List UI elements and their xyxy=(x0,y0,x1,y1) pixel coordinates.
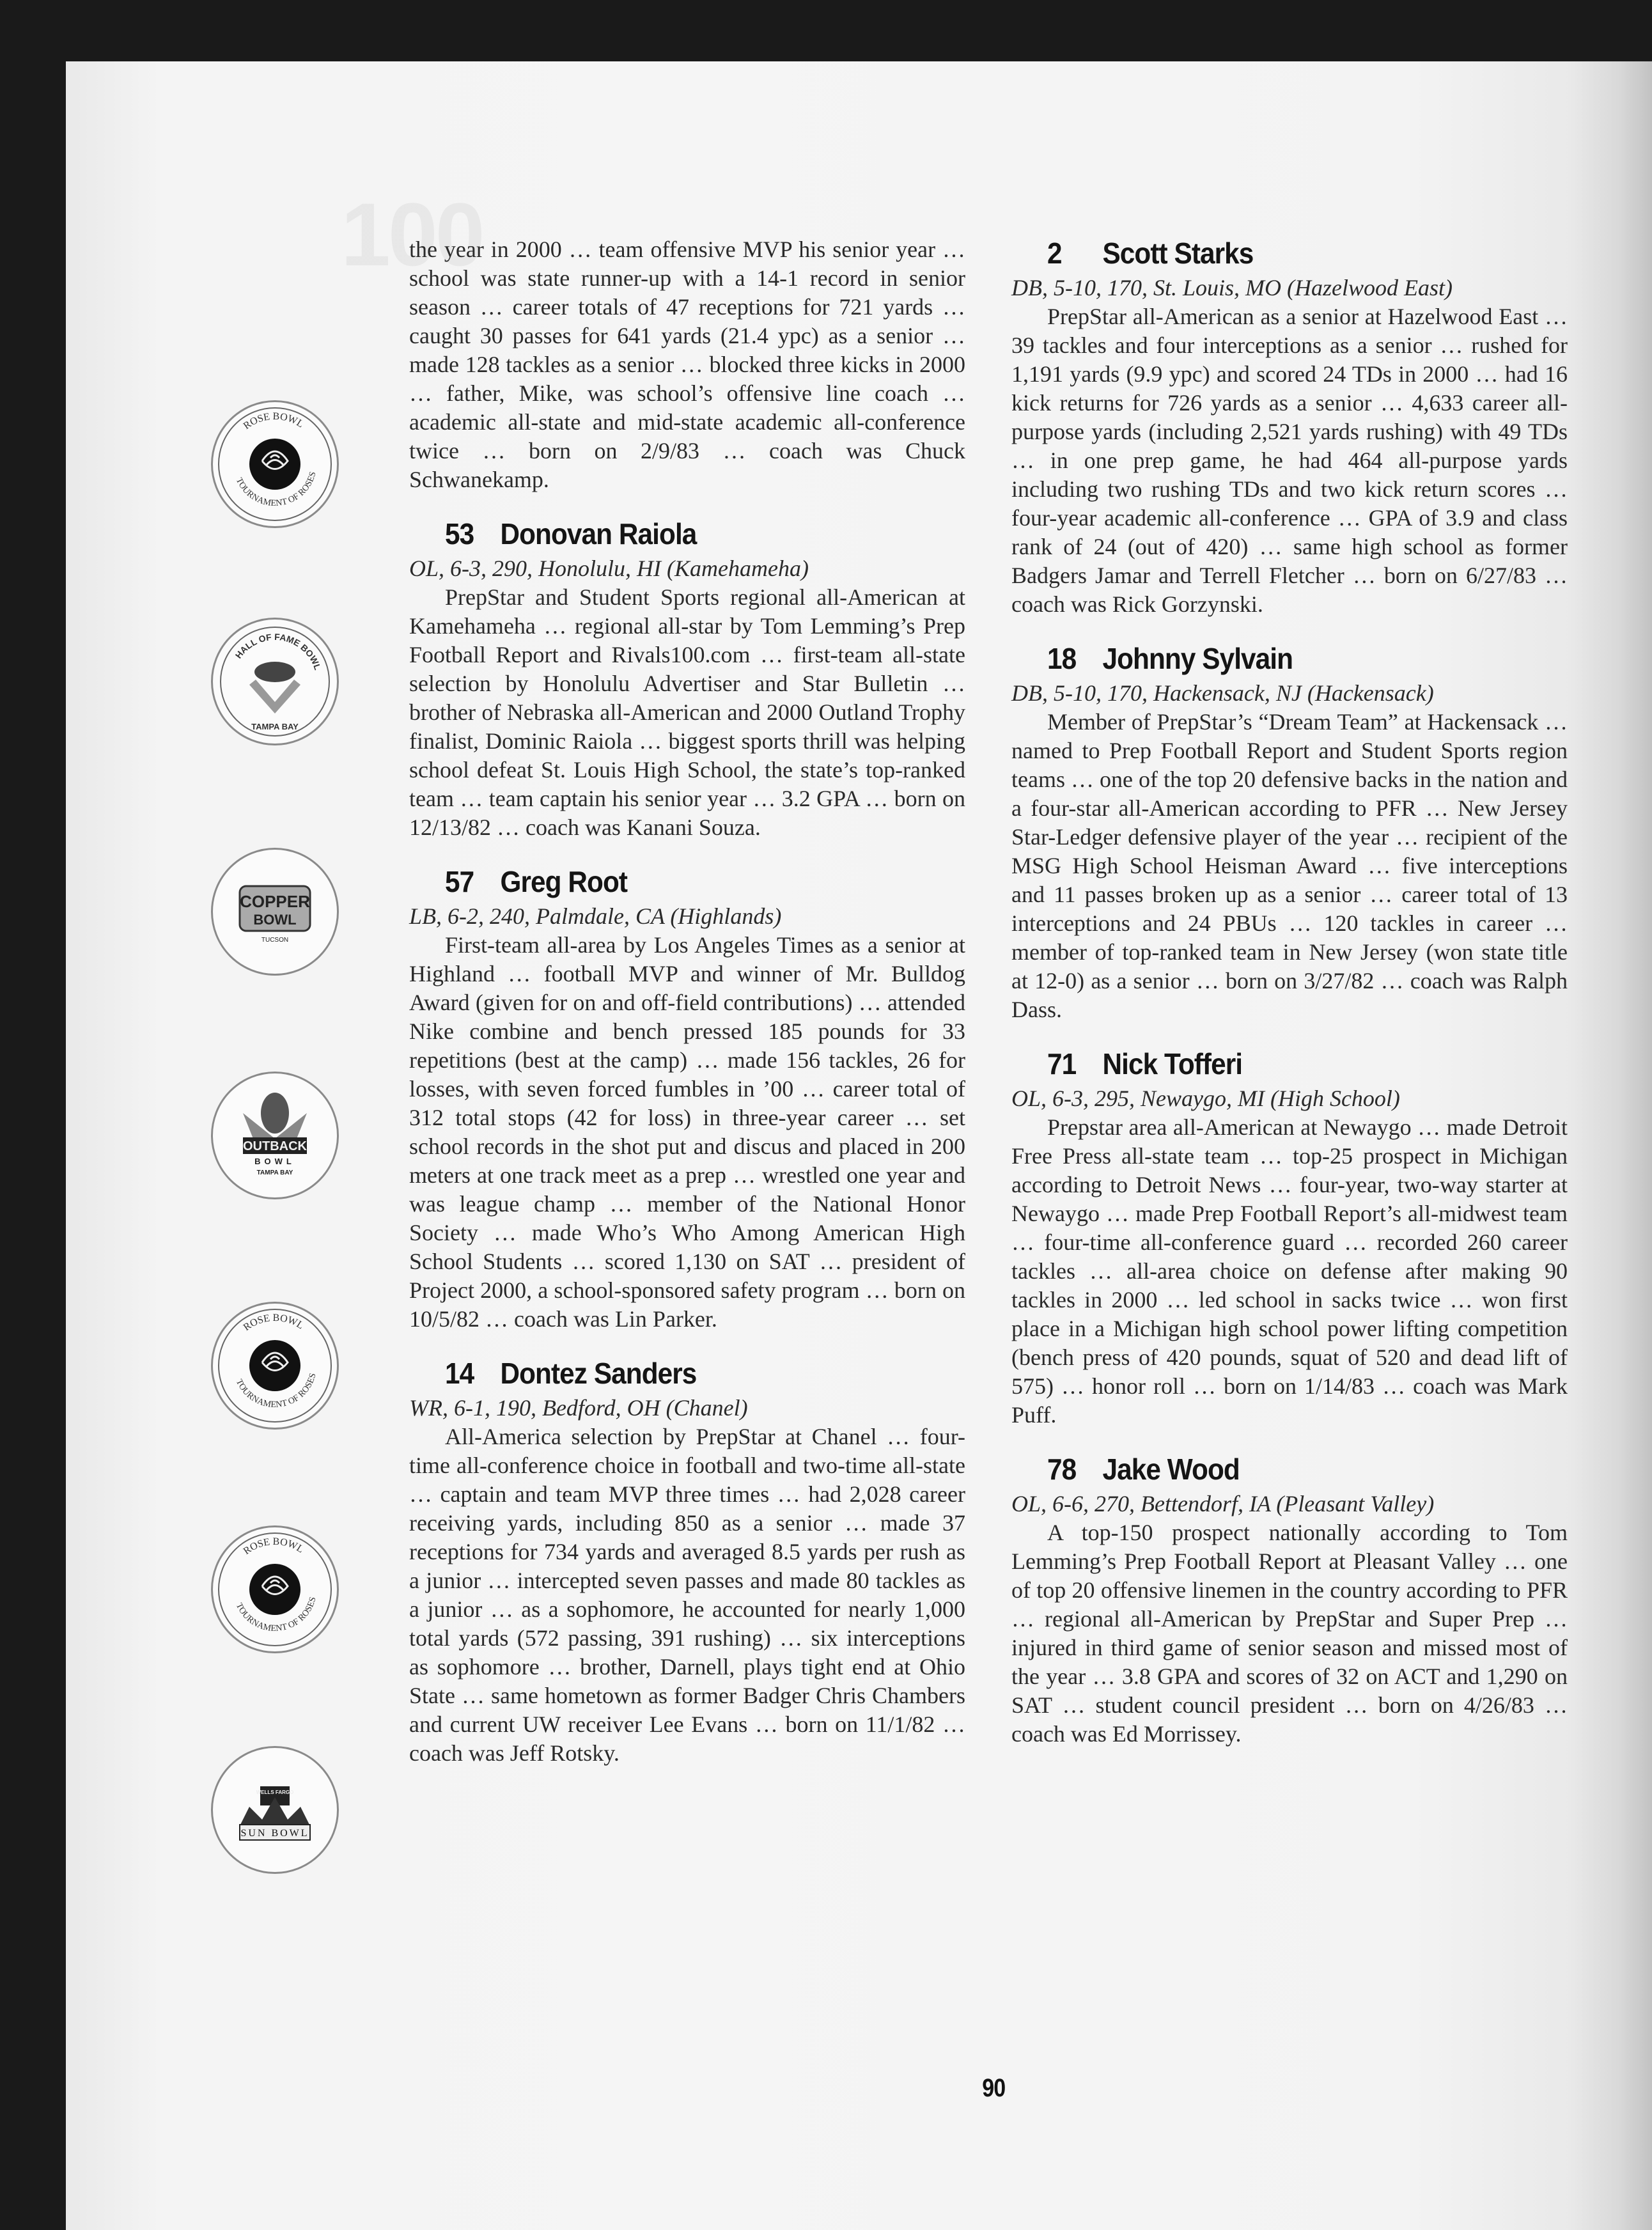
player-heading xyxy=(1047,235,1526,271)
player-info: WR, 6-1, 190, Bedford, OH (Chanel) xyxy=(409,1395,748,1421)
rose-bowl-bottom-text: TOURNAMENT OF ROSES xyxy=(233,1372,318,1410)
rose-bowl-logo xyxy=(211,400,339,528)
outback-bowl-bottom-text: TAMPA BAY xyxy=(256,1169,293,1176)
player-bio: PrepStar and Student Sports regional all-American at Kamehameha … regional all-star by Tom Lemming’s Prep Football Report and Rivals100.com … first-team all-state selection by Honolulu Advertiser and Star Bulletin … brother of Nebraska all-American and 2000 Outland Trophy finalist, Dominic Raiola … biggest sports thrill was helping school defeat St. Louis High School, the state’s top-ranked team … team captain his senior year … 3.2 GPA … born on 12/13/82 … coach was Kanani Souza. xyxy=(409,584,965,840)
left-column xyxy=(409,235,965,1768)
outback-bowl-logo xyxy=(211,1072,339,1199)
svg-text:ROSE BOWL xyxy=(242,411,306,432)
svg-text:ROSE BOWL xyxy=(242,1536,306,1557)
document-page xyxy=(66,61,1652,2230)
player-bio: A top-150 prospect nationally according to Tom Lemming’s Prep Football Report at Pleasant Valley … one of top 20 offensive linemen in the country according to PFR … regional all-American by PrepStar and Super Prep … injured in third game of senior season and missed most of the year … 3.8 GPA and scores of 32 on ACT and 1,290 on SAT … student council president … born on 4/26/83 … coach was Ed Morrissey. xyxy=(1011,1520,1568,1747)
player-bio: Prepstar area all-American at Newaygo … made Detroit Free Press all-state team … top-25 prospect in Michigan according to Detroit News … four-year, two-way starter at Newaygo … made Prep Football Report’s all-midwest team … four-time all-conference guard … recorded 260 career tackles … all-area choice on defense after making 90 tackles in 2000 … led school in sacks twice … won first place in a Michigan high school power lifting competition (bench press of 420 pounds, squat of 520 and dead lift of 575) … honor roll … born on 1/14/83 … coach was Mark Puff. xyxy=(1011,1114,1568,1428)
sun-bowl-top-text: WELLS FARGO xyxy=(256,1789,294,1795)
player-number: 53 xyxy=(445,517,474,550)
copper-bowl-bottom-text: TUCSON xyxy=(261,937,289,944)
sun-bowl-logo xyxy=(211,1746,339,1874)
player-bio: All-America selection by PrepStar at Chanel … four-time all-conference choice in football and two-time all-state … captain and team MVP three times … had 2,028 career receiving yards, including 850 as a senior … made 37 receptions for 734 yards and averaged 8.5 yards per rush as a junior … intercepted seven passes and made 80 tackles as a junior … as a sophomore, he accounted for nearly 1,000 total yards (572 passing, 391 rushing) … six interceptions as sophomore … brother, Darnell, plays tight end at Ohio State … same hometown as former Badger Chris Chambers and current UW receiver Lee Evans … born on 11/1/82 … coach was Jeff Rotsky. xyxy=(409,1424,965,1766)
rose-bowl-logo xyxy=(211,1302,339,1430)
hall-of-fame-top-text: HALL OF FAME BOWL xyxy=(233,631,323,671)
player-name: Johnny Sylvain xyxy=(1102,642,1293,675)
player-number: 71 xyxy=(1047,1047,1077,1080)
player-entry xyxy=(409,516,965,842)
player-number: 14 xyxy=(445,1357,474,1390)
player-heading xyxy=(445,516,924,552)
player-entry xyxy=(1011,1046,1568,1430)
player-heading xyxy=(1047,641,1526,676)
player-bio: PrepStar all-American as a senior at Hazelwood East … 39 tackles and four interceptions as a senior … rushed for 1,191 yards (9.9 ypc) and scored 24 TDs in 2000 … had 16 kick returns for 726 yards as a senior … 4,633 career all-purpose yards (including 2,521 yards rushing) with 49 TDs … in one prep game, he had 464 all-purpose yards including two rushing TDs and two kick return scores … four-year academic all-conference … GPA of 3.9 and class rank of 24 (out of 420) … same high school as former Badgers Jamar and Terrell Fletcher … born on 6/27/83 … coach was Rick Gorzynski. xyxy=(1011,304,1568,617)
outback-bowl-middle-text: BOWL xyxy=(254,1157,295,1166)
player-info: OL, 6-6, 270, Bettendorf, IA (Pleasant Valley) xyxy=(1011,1491,1435,1517)
bleed-through-mark: 100 xyxy=(341,184,483,285)
copper-bowl-middle-text: BOWL xyxy=(253,912,297,928)
player-entry xyxy=(409,864,965,1334)
rose-bowl-bottom-text: TOURNAMENT OF ROSES xyxy=(233,471,318,509)
player-number: 18 xyxy=(1047,642,1077,675)
svg-text:ROSE BOWL xyxy=(242,1313,306,1333)
player-heading xyxy=(445,864,924,900)
rose-bowl-logo xyxy=(211,1525,339,1653)
rose-bowl-top-text: ROSE BOWL xyxy=(241,410,306,432)
right-column xyxy=(1011,235,1568,1749)
page-binding-shadow xyxy=(1569,61,1652,2230)
hall-of-fame-bowl-logo xyxy=(211,618,339,745)
player-info: DB, 5-10, 170, Hackensack, NJ (Hackensack) xyxy=(1011,680,1434,706)
player-number: 78 xyxy=(1047,1453,1077,1486)
rose-bowl-bottom-text: TOURNAMENT OF ROSES xyxy=(233,1596,318,1634)
player-bio: First-team all-area by Los Angeles Times as a senior at Highland … football MVP and winner of Mr. Bulldog Award (given for on and off-field contributions) … attended Nike combine and bench pressed 185 pounds for 33 repetitions (best at the camp) … made 156 tackles, 26 for losses, with seven forced fumbles in ’00 … career total of 312 total stops (42 for loss) in three-year career … set school records in the shot put and discus and placed in 200 meters at one track meet as a prep … wrestled one year and was league champ … member of the National Honor Society … made Who’s Who Among American High School Students … scored 1,130 on SAT … president of Project 2000, a school-sponsored safety program … born on 10/5/82 … coach was Lin Parker. xyxy=(409,932,965,1332)
player-name: Dontez Sanders xyxy=(500,1357,697,1390)
player-heading xyxy=(1047,1451,1526,1487)
player-heading xyxy=(445,1355,924,1391)
player-name: Scott Starks xyxy=(1102,237,1254,270)
rose-bowl-top-text: ROSE BOWL xyxy=(241,1536,306,1557)
outback-bowl-top-text: OUTBACK xyxy=(243,1139,307,1153)
player-entry xyxy=(1011,1451,1568,1749)
player-entry xyxy=(1011,641,1568,1024)
player-heading xyxy=(1047,1046,1526,1082)
player-entry xyxy=(409,1355,965,1768)
rose-bowl-top-text: ROSE BOWL xyxy=(241,1312,306,1334)
player-name: Nick Tofferi xyxy=(1102,1047,1243,1080)
player-info: DB, 5-10, 170, St. Louis, MO (Hazelwood East) xyxy=(1011,275,1453,300)
player-info: LB, 6-2, 240, Palmdale, CA (Highlands) xyxy=(409,903,782,929)
hall-of-fame-bottom-text: TAMPA BAY xyxy=(251,722,299,731)
player-info: OL, 6-3, 290, Honolulu, HI (Kamehameha) xyxy=(409,556,809,581)
player-name: Jake Wood xyxy=(1102,1453,1240,1486)
page-number: 90 xyxy=(982,2074,1006,2102)
copper-bowl-logo xyxy=(211,848,339,976)
player-name: Donovan Raiola xyxy=(500,517,697,550)
player-name: Greg Root xyxy=(500,865,628,898)
player-bio: Member of PrepStar’s “Dream Team” at Hackensack … named to Prep Football Report and Student Sports region teams … one of the top 20 defensive backs in the nation and a four-star all-American according to PFR … New Jersey Star-Ledger defensive player of the year … recipient of the MSG High School Heisman Award … five interceptions and 11 passes broken up as a senior … career total of 13 interceptions and 24 PBUs … 120 tackles in career … member of top-ranked team in New Jersey (won state title at 12-0) as a senior … born on 3/27/82 … coach was Ralph Dass. xyxy=(1011,709,1568,1022)
player-entry xyxy=(1011,235,1568,619)
continued-bio: the year in 2000 … team offensive MVP his senior year … school was state runner-up with a 14-1 record in senior season … career totals of 47 receptions for 721 yards … caught 30 passes for 641 yards (21.4 ypc) as a senior … made 128 tackles as a senior … blocked three kicks in 2000 … father, Mike, was school’s offensive line coach … academic all-state and mid-state academic all-conference twice … born on 2/9/83 … coach was Chuck Schwanekamp. xyxy=(409,237,965,492)
bowl-logo-column xyxy=(211,400,339,1935)
player-number: 57 xyxy=(445,865,474,898)
player-number: 2 xyxy=(1047,237,1062,270)
sun-bowl-bottom-text: SUN BOWL xyxy=(240,1828,309,1839)
player-info: OL, 6-3, 295, Newaygo, MI (High School) xyxy=(1011,1086,1400,1111)
copper-bowl-top-text: COPPER xyxy=(240,892,310,911)
